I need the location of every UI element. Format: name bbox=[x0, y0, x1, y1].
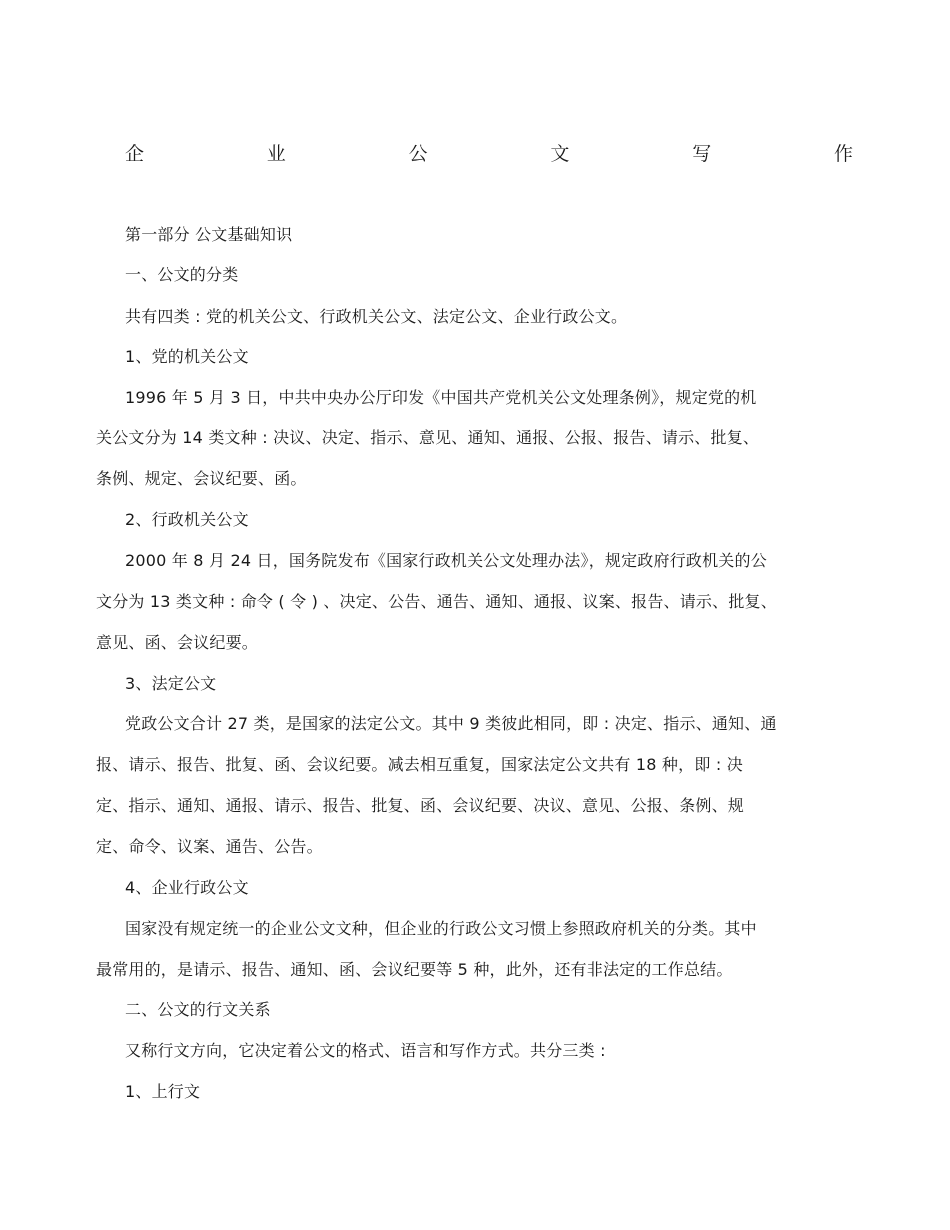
paragraph-line: 党政公文合计 27 类，是国家的法定公文。其中 9 类彼此相同，即 : 决定、指示、通知、通 bbox=[125, 714, 777, 733]
paragraph-line: 国家没有规定统一的企业公文文种，但企业的行政公文习惯上参照政府机关的分类。其中 bbox=[125, 919, 757, 938]
section-heading: 一、公文的分类 bbox=[125, 265, 239, 284]
paragraph-line: 最常用的，是请示、报告、通知、函、会议纪要等 5 种，此外，还有非法定的工作总结。 bbox=[96, 960, 733, 979]
subsection-heading: 3、法定公文 bbox=[125, 674, 217, 693]
part-heading: 第一部分 公文基础知识 bbox=[125, 225, 293, 244]
title-char: 写 bbox=[692, 143, 712, 165]
subsection-heading: 1、党的机关公文 bbox=[125, 347, 249, 366]
title-char: 企 bbox=[125, 143, 145, 165]
title-char: 公 bbox=[408, 143, 428, 165]
paragraph-line: 关公文分为 14 类文种 : 决议、决定、指示、意见、通知、通报、公报、报告、请示、批复、 bbox=[96, 428, 760, 447]
paragraph-line: 文分为 13 类文种 : 命令 ( 令 ) 、决定、公告、通告、通知、通报、议案、报告、请示、批复、 bbox=[96, 592, 777, 611]
title-char: 业 bbox=[266, 143, 286, 165]
subsection-heading: 1、上行文 bbox=[125, 1082, 201, 1101]
title-char: 文 bbox=[550, 143, 570, 165]
paragraph-line: 报、请示、报告、批复、函、会议纪要。减去相互重复，国家法定公文共有 18 种，即 : 决 bbox=[96, 755, 743, 774]
paragraph-line: 1996 年 5 月 3 日，中共中央办公厅印发《中国共产党机关公文处理条例》，规定党的机 bbox=[125, 388, 757, 407]
paragraph-line: 又称行文方向，它决定着公文的格式、语言和写作方式。共分三类 : bbox=[125, 1041, 606, 1060]
paragraph-line: 条例、规定、会议纪要、函。 bbox=[96, 469, 307, 488]
subsection-heading: 4、企业行政公文 bbox=[125, 878, 249, 897]
paragraph-line: 2000 年 8 月 24 日，国务院发布《国家行政机关公文处理办法》，规定政府行政机关的公 bbox=[125, 551, 767, 570]
paragraph-line: 定、命令、议案、通告、公告。 bbox=[96, 837, 323, 856]
title-char: 作 bbox=[833, 143, 853, 165]
document-title bbox=[125, 141, 853, 167]
paragraph-line: 意见、函、会议纪要。 bbox=[96, 633, 259, 652]
paragraph-line: 定、指示、通知、通报、请示、报告、批复、函、会议纪要、决议、意见、公报、条例、规 bbox=[96, 796, 745, 815]
subsection-heading: 2、行政机关公文 bbox=[125, 510, 249, 529]
paragraph-line: 共有四类 : 党的机关公文、行政机关公文、法定公文、企业行政公文。 bbox=[125, 307, 628, 326]
section-heading: 二、公文的行文关系 bbox=[125, 1000, 271, 1019]
